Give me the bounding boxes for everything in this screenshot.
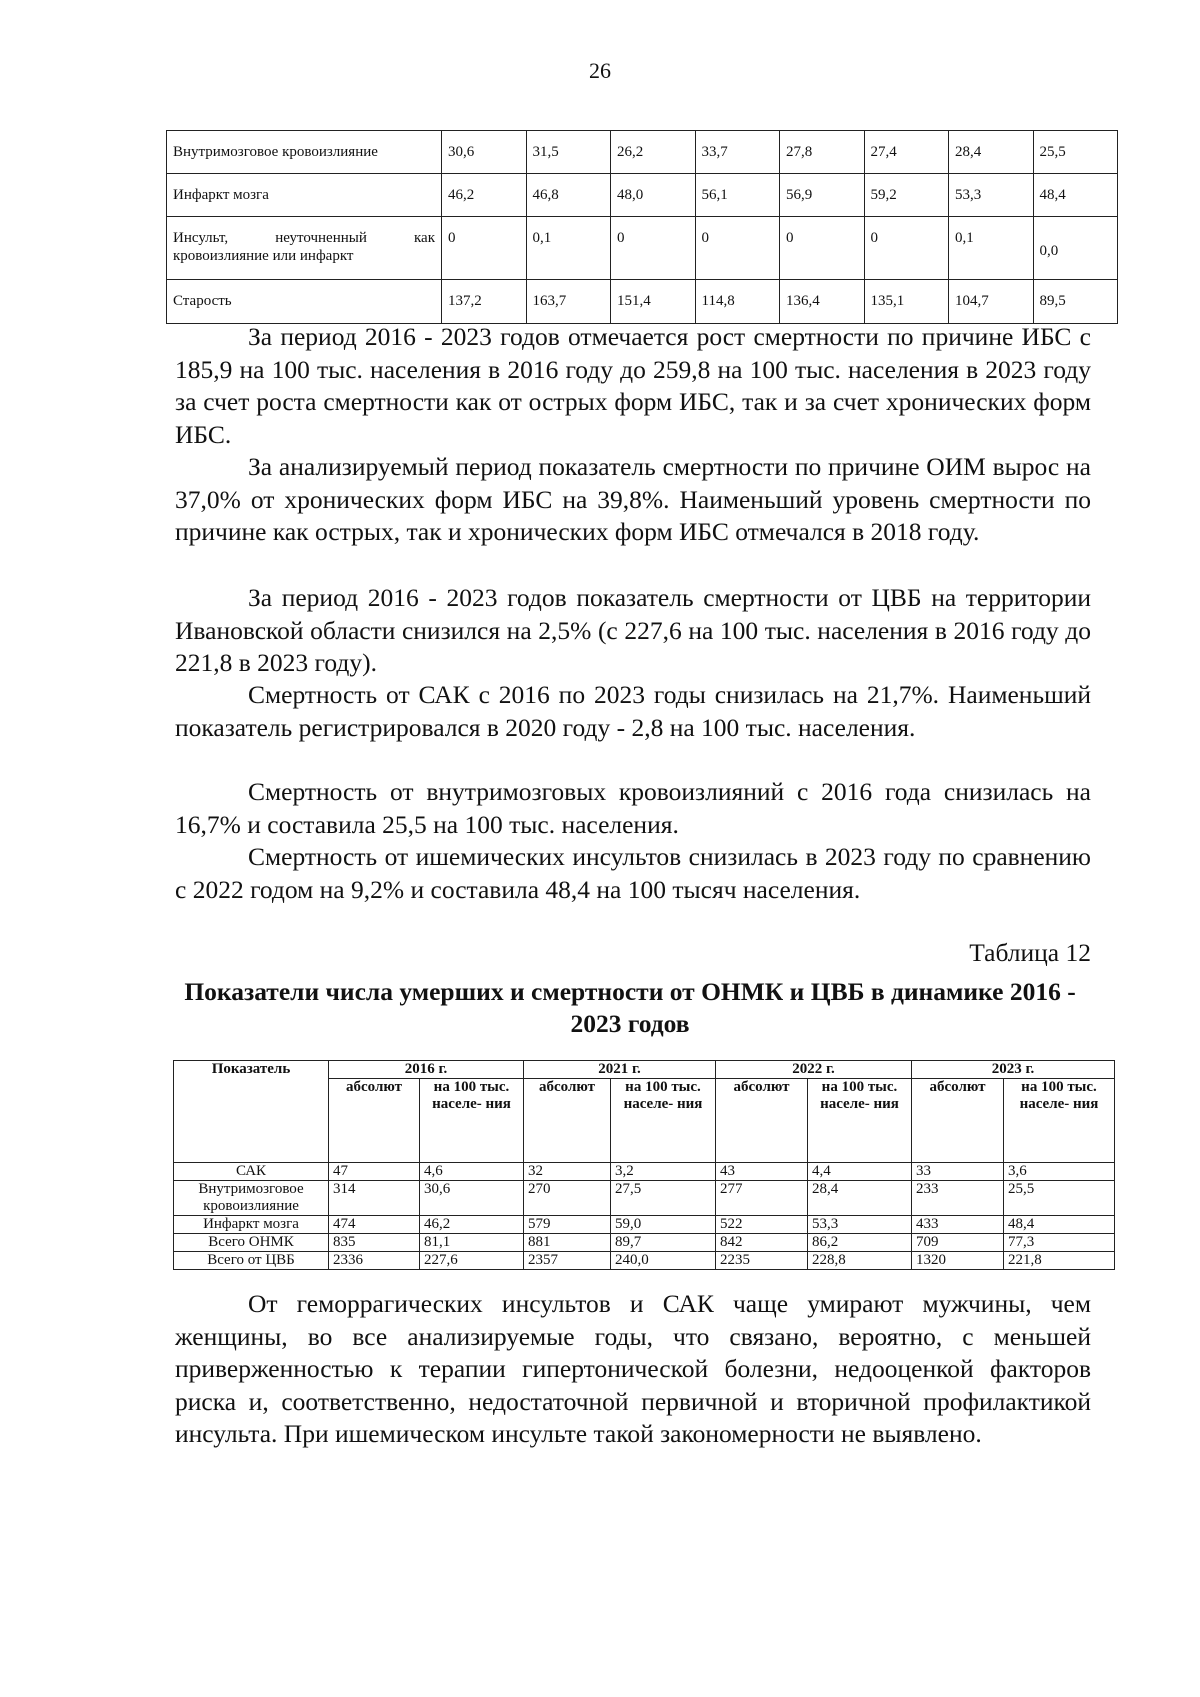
- table-cell: 137,2: [442, 280, 527, 324]
- header-absolute: абсолют: [329, 1079, 420, 1163]
- table-cell: 86,2: [808, 1234, 912, 1252]
- table-cell: 842: [716, 1234, 808, 1252]
- table-cell: 0: [695, 217, 780, 280]
- header-rate: на 100 тыс. населе- ния: [420, 1079, 524, 1163]
- table-cell: 270: [524, 1181, 611, 1216]
- table-cell: 56,1: [695, 174, 780, 217]
- table-cell: 46,2: [420, 1216, 524, 1234]
- paragraph: От геморрагических инсультов и САК чаще умирают мужчины, чем женщины, во все анализируемые годы, что связано, вероятно, с меньшей приверженностью к терапии гипертонической болезни, недооценкой факторов риска и, соответственно, недостаточной первичной и вторичной профилактикой инсульта. При ишемическом инсульте такой закономерности не выявлено.: [175, 1289, 1091, 1448]
- table-cell: 163,7: [526, 280, 611, 324]
- table-cell: 30,6: [442, 131, 527, 174]
- table-cell: 59,0: [611, 1216, 716, 1234]
- table-cell: 433: [912, 1216, 1004, 1234]
- table-cell: 27,5: [611, 1181, 716, 1216]
- table-row: [167, 131, 1118, 174]
- paragraph: За анализируемый период показатель смертности по причине ОИМ вырос на 37,0% от хронических форм ИБС на 39,8%. Наименьший уровень смертности по причине как острых, так и хронических форм ИБС отмечался в 2018 году.: [175, 452, 1091, 546]
- header-absolute: абсолют: [716, 1079, 808, 1163]
- header-rate: на 100 тыс. населе- ния: [611, 1079, 716, 1163]
- table-cell: 0: [611, 217, 696, 280]
- table-cell: 277: [716, 1181, 808, 1216]
- table-cell: 25,5: [1004, 1181, 1115, 1216]
- top-table: [166, 130, 1118, 324]
- table-cell: 228,8: [808, 1252, 912, 1270]
- table-cell: 151,4: [611, 280, 696, 324]
- table-cell: 25,5: [1033, 131, 1118, 174]
- paragraph: За период 2016 - 2023 годов показатель смертности от ЦВБ на территории Ивановской области снизился на 2,5% (с 227,6 на 100 тыс. населения в 2016 году до 221,8 в 2023 году).: [175, 583, 1091, 677]
- table-cell: 474: [329, 1216, 420, 1234]
- table-cell: 579: [524, 1216, 611, 1234]
- table-cell: 4,4: [808, 1163, 912, 1181]
- table-cell: 32: [524, 1163, 611, 1181]
- row-label: САК: [174, 1163, 329, 1181]
- table-cell: 28,4: [808, 1181, 912, 1216]
- row-label: Инфаркт мозга: [174, 1216, 329, 1234]
- table-cell: 48,4: [1033, 174, 1118, 217]
- table-row: [174, 1216, 1115, 1234]
- table-row: [174, 1181, 1115, 1216]
- table-cell: 114,8: [695, 280, 780, 324]
- header-absolute: абсолют: [524, 1079, 611, 1163]
- table-cell: 0: [780, 217, 865, 280]
- table-header-row: [174, 1061, 1115, 1079]
- table-cell: 2357: [524, 1252, 611, 1270]
- table-row: [174, 1163, 1115, 1181]
- row-label: Внутримозговое кровоизлияние: [174, 1181, 329, 1216]
- table-row: [167, 280, 1118, 324]
- table-row: [174, 1252, 1115, 1270]
- table-cell: 53,3: [949, 174, 1034, 217]
- table-caption: Таблица 12: [969, 938, 1091, 967]
- table-cell: 0: [864, 217, 949, 280]
- table-12: [173, 1060, 1115, 1270]
- table-cell: 0,1: [526, 217, 611, 280]
- table-cell: 104,7: [949, 280, 1034, 324]
- table-cell: 227,6: [420, 1252, 524, 1270]
- table-cell: 0,1: [949, 217, 1034, 280]
- row-label: Внутримозговое кровоизлияние: [167, 131, 442, 174]
- table-row: [167, 174, 1118, 217]
- table-cell: 26,2: [611, 131, 696, 174]
- table-cell: 30,6: [420, 1181, 524, 1216]
- table-cell: 4,6: [420, 1163, 524, 1181]
- header-indicator: Показатель: [174, 1061, 329, 1163]
- row-label: Всего ОНМК: [174, 1234, 329, 1252]
- table-cell: 81,1: [420, 1234, 524, 1252]
- table-cell: 27,4: [864, 131, 949, 174]
- table-cell: 28,4: [949, 131, 1034, 174]
- table-cell: 240,0: [611, 1252, 716, 1270]
- table-cell: 46,2: [442, 174, 527, 217]
- table-cell: 33,7: [695, 131, 780, 174]
- table-cell: 1320: [912, 1252, 1004, 1270]
- header-year: 2022 г.: [716, 1061, 912, 1079]
- header-absolute: абсолют: [912, 1079, 1004, 1163]
- table-cell: 709: [912, 1234, 1004, 1252]
- table-cell: 89,7: [611, 1234, 716, 1252]
- table-cell: 3,6: [1004, 1163, 1115, 1181]
- table-cell: 27,8: [780, 131, 865, 174]
- table-cell: 2336: [329, 1252, 420, 1270]
- row-label: Всего от ЦВБ: [174, 1252, 329, 1270]
- header-year: 2021 г.: [524, 1061, 716, 1079]
- header-year: 2023 г.: [912, 1061, 1115, 1079]
- row-label: Инфаркт мозга: [167, 174, 442, 217]
- paragraph: Смертность от САК с 2016 по 2023 годы снизилась на 21,7%. Наименьший показатель регистрировался в 2020 году - 2,8 на 100 тыс. населения.: [175, 680, 1091, 742]
- table-cell: 314: [329, 1181, 420, 1216]
- table-cell: 47: [329, 1163, 420, 1181]
- table-cell: 0,0: [1033, 217, 1118, 280]
- table-row: [174, 1234, 1115, 1252]
- table-cell: 33: [912, 1163, 1004, 1181]
- table-cell: 53,3: [808, 1216, 912, 1234]
- table-cell: 135,1: [864, 280, 949, 324]
- table-cell: 48,4: [1004, 1216, 1115, 1234]
- table-cell: 136,4: [780, 280, 865, 324]
- table-cell: 2235: [716, 1252, 808, 1270]
- table-title: Показатели числа умерших и смертности от ОНМК и ЦВБ в динамике 2016 - 2023 годов: [184, 977, 1076, 1038]
- paragraph: За период 2016 - 2023 годов отмечается рост смертности по причине ИБС с 185,9 на 100 тыс. населения в 2016 году до 259,8 на 100 тыс. населения в 2023 году за счет роста смертности как от острых форм ИБС, так и за счет хронических форм ИБС.: [175, 322, 1091, 449]
- table-cell: 835: [329, 1234, 420, 1252]
- header-year: 2016 г.: [329, 1061, 524, 1079]
- table-cell: 89,5: [1033, 280, 1118, 324]
- table-cell: 233: [912, 1181, 1004, 1216]
- row-label: Старость: [167, 280, 442, 324]
- table-cell: 43: [716, 1163, 808, 1181]
- table-cell: 48,0: [611, 174, 696, 217]
- table-cell: 59,2: [864, 174, 949, 217]
- table-cell: 31,5: [526, 131, 611, 174]
- row-label: Инсульт, неуточненный как кровоизлияние или инфаркт: [167, 217, 442, 280]
- table-cell: 77,3: [1004, 1234, 1115, 1252]
- page-number: 26: [589, 58, 611, 83]
- header-rate: на 100 тыс. населе- ния: [1004, 1079, 1115, 1163]
- table-cell: 46,8: [526, 174, 611, 217]
- table-cell: 0: [442, 217, 527, 280]
- table-cell: 221,8: [1004, 1252, 1115, 1270]
- table-cell: 881: [524, 1234, 611, 1252]
- paragraph: Смертность от ишемических инсультов снизилась в 2023 году по сравнению с 2022 годом на 9,2% и составила 48,4 на 100 тысяч населения.: [175, 842, 1091, 904]
- table-cell: 3,2: [611, 1163, 716, 1181]
- table-row: [167, 217, 1118, 280]
- table-cell: 56,9: [780, 174, 865, 217]
- header-rate: на 100 тыс. населе- ния: [808, 1079, 912, 1163]
- paragraph: Смертность от внутримозговых кровоизлияний с 2016 года снизилась на 16,7% и составила 25,5 на 100 тыс. населения.: [175, 777, 1091, 839]
- table-cell: 522: [716, 1216, 808, 1234]
